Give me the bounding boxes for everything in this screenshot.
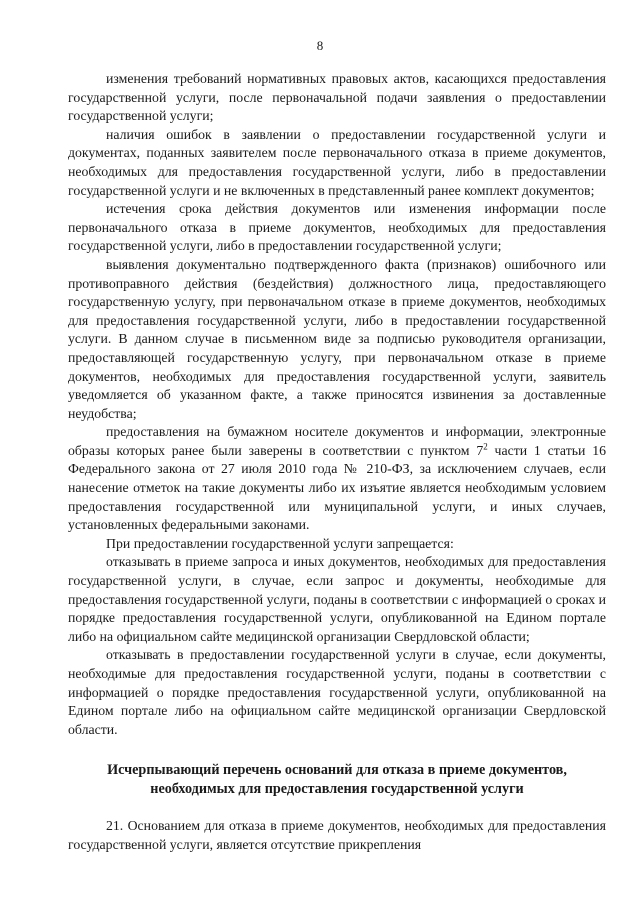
section-heading-line-1: Исчерпывающий перечень оснований для отказа в приеме документов,	[107, 762, 567, 779]
paragraph-21: 21. Основанием для отказа в приеме документов, необходимых для предоставления государственной услуги, является отсутствие прикрепления	[68, 818, 606, 852]
footnote-superscript: 2	[483, 441, 488, 452]
section-heading-line-2: необходимых для предоставления государственной услуги	[150, 781, 524, 798]
paragraph-paper-text-start: предоставления на бумажном носителе документов и информации, электронные образы которых ранее были заверены в соответствии с пунктом 7	[68, 424, 606, 458]
paragraph-document-expiry: истечения срока действия документов или изменения информации после первоначального отказа в приеме документов, необходимых для предоставления государственной услуги, либо в предоставлении государственной услуги;	[68, 201, 606, 254]
paragraph-paper-text-end: части 1 статьи 16 Федерального закона от 27 июля 2010 года № 210-ФЗ, за исключением случаев, если нанесение отметок на такие документы либо их изъятие является необходимым условием предоставления государственной или муниципальной услуги, и иных случаев, установленных федеральными законами.	[68, 442, 606, 533]
paragraph-paper-documents	[68, 423, 606, 535]
page-number: 8	[316, 38, 324, 53]
section-heading	[68, 761, 606, 799]
paragraph-legal-changes: изменения требований нормативных правовых актов, касающихся предоставления государственной услуги, после первоначальной подачи заявления о предоставлении государственной услуги;	[68, 71, 606, 124]
paragraph-erroneous-action: выявления документально подтвержденного факта (признаков) ошибочного или противоправного действия (бездействия) должностного лица, предоставляющего государственную услугу, при первоначальном отказе в приеме документов, необходимых для предоставления государственной услуги, либо в предоставлении государственной услуги. В данном случае в письменном виде за подписью руководителя организации, предоставляющей государственную услугу, при первоначальном отказе в приеме документов, необходимых для предоставления государственной услуги, заявитель уведомляется об указанном факте, а также приносятся извинения за доставленные неудобства;	[68, 256, 606, 421]
paragraph-prohibited-refuse-request: отказывать в приеме запроса и иных документов, необходимых для предоставления государственной услуги, в случае, если запрос и документы, необходимые для предоставления государственной услуги, поданы в соответствии с информацией о сроках и порядке предоставления государственной услуги, опубликованной на Едином портале либо на официальном сайте медицинской организации Свердловской области;	[68, 554, 606, 644]
paragraph-prohibited-refuse-service: отказывать в предоставлении государственной услуги в случае, если документы, необходимые для предоставления государственной услуги, поданы в соответствии с информацией о порядке предоставления государственной услуги, опубликованной на Едином портале либо на официальном сайте медицинской организации Свердловской области.	[68, 647, 606, 737]
paragraph-application-errors: наличия ошибок в заявлении о предоставлении государственной услуги и документах, поданных заявителем после первоначального отказа в приеме документов, необходимых для предоставления государственной услуги, либо в предоставлении государственной услуги и не включенных в представленный ранее комплект документов;	[68, 126, 606, 198]
paragraph-prohibited-intro: При предоставлении государственной услуги запрещается:	[106, 535, 454, 551]
document-body	[68, 70, 606, 855]
